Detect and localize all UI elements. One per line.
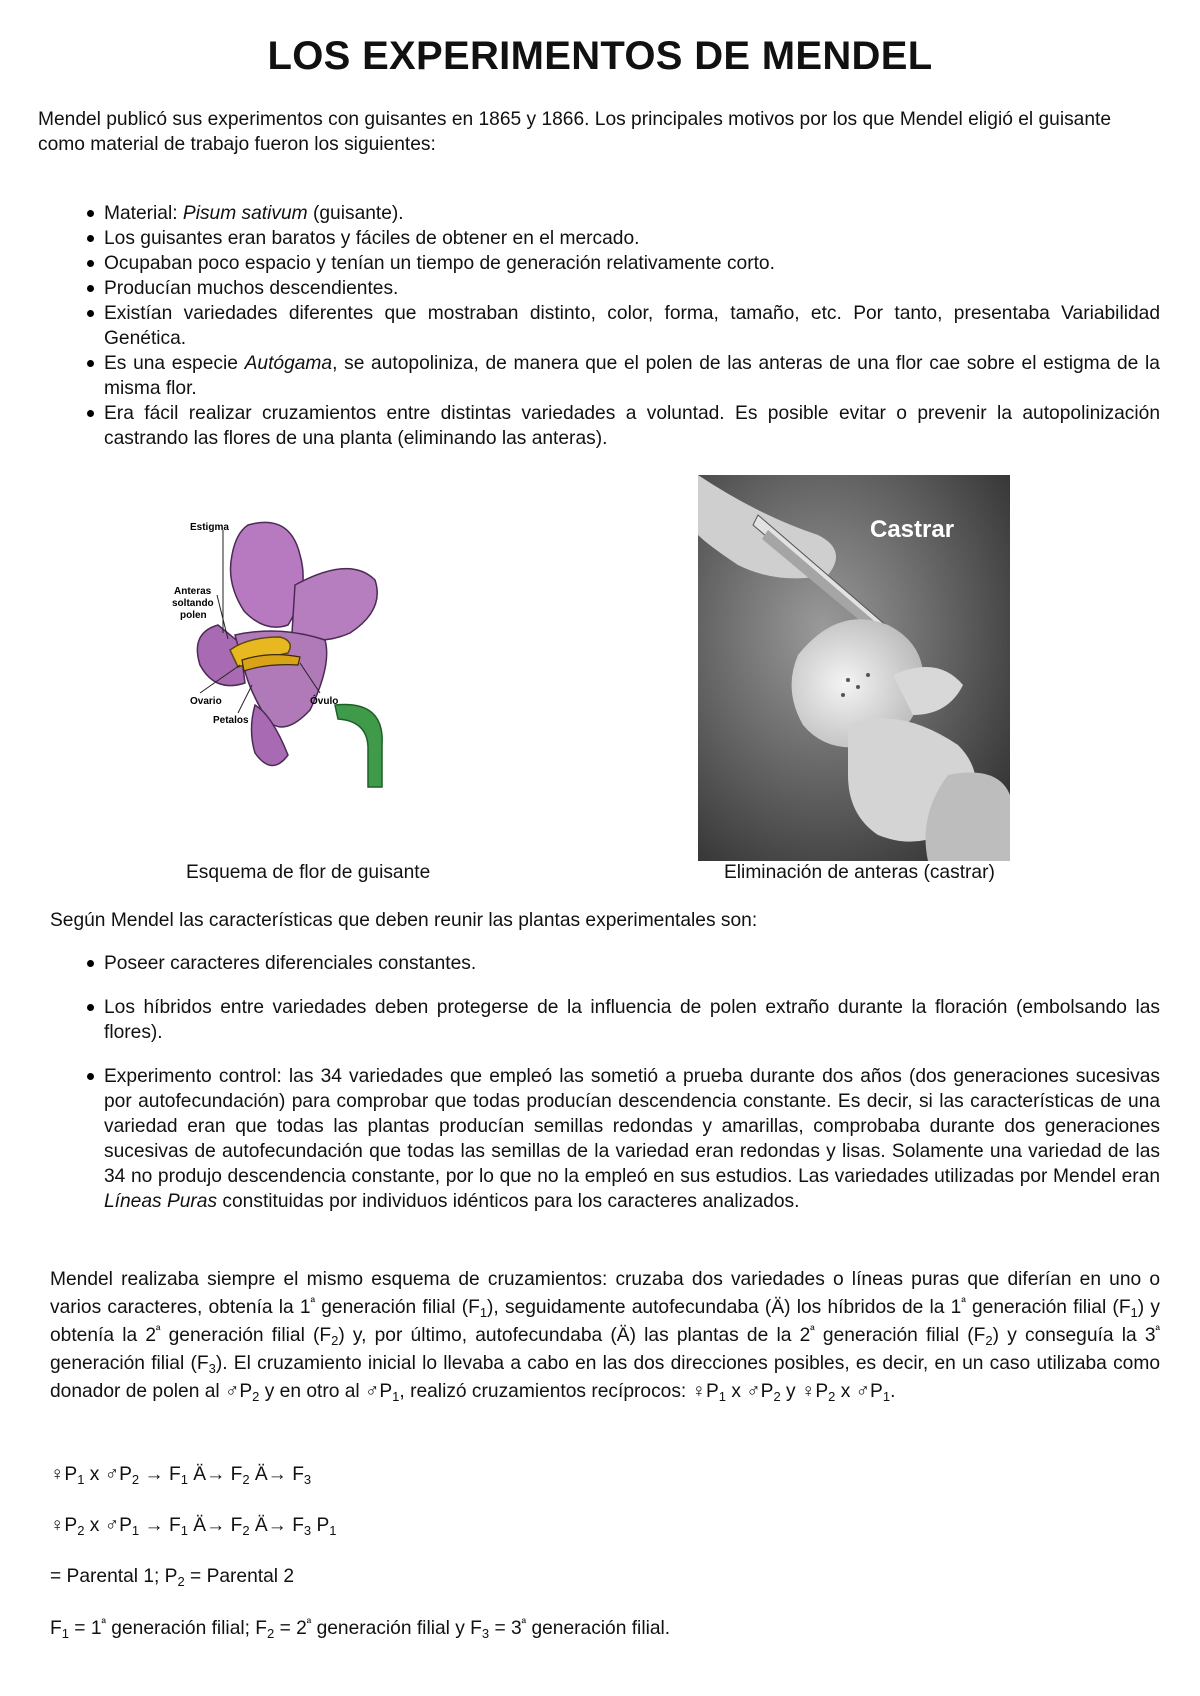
list-item: Los guisantes eran baratos y fáciles de obtener en el mercado. <box>78 226 1160 251</box>
list-item: Experimento control: las 34 variedades que empleó las sometió a prueba durante dos años (dos generaciones sucesivas por autofecundación) para comprobar que todas producían descendencia constante. Es decir, si las características de una variedad eran que todas las plantas producían semillas redondas y amarillas, comprobaba durante dos generaciones sucesivas de autofecundación que todas las semillas de la variedad eran redondas y lisas. Solamente una variedad de las 34 no produjo descendencia constante, por lo que no la empleó en sus estudios. Las variedades utilizadas por Mendel eran Líneas Puras constituidas por individuos idénticos para los caracteres analizados. <box>78 1064 1160 1214</box>
bullet-icon <box>87 360 94 367</box>
petal-standard <box>231 522 304 627</box>
photo-caption: Eliminación de anteras (castrar) <box>724 862 995 883</box>
list-item: Los híbridos entre variedades deben protegerse de la influencia de polen extraño durante la floración (embolsando las flores). <box>78 995 1160 1045</box>
term-autogama: Autógama <box>244 353 333 374</box>
intro-paragraph: Mendel publicó sus experimentos con guisantes en 1865 y 1866. Los principales motivos por los que Mendel eligió el guisante como material de trabajo fueron los siguientes: <box>38 109 1112 155</box>
label-polen: polen <box>180 610 207 621</box>
bullet-icon <box>87 285 94 292</box>
characteristics-intro: Según Mendel las características que deben reunir las plantas experimentales son: <box>50 910 758 931</box>
species-name: Pisum sativum <box>182 203 308 224</box>
bullet-icon <box>87 1004 94 1011</box>
flower-stem <box>335 705 382 788</box>
flower-spot <box>841 693 845 697</box>
bullet-icon <box>87 235 94 242</box>
flower-caption: Esquema de flor de guisante <box>186 862 431 883</box>
label-soltando: soltando <box>172 598 214 609</box>
list-item: Ocupaban poco espacio y tenían un tiempo de generación relativamente corto. <box>78 251 1160 276</box>
list-item: Poseer caracteres diferenciales constantes. <box>78 951 1160 976</box>
list-item: Material: Pisum sativum (guisante). <box>78 201 1160 226</box>
label-ovario: Ovario <box>190 696 222 707</box>
photo-label: Castrar <box>870 516 955 543</box>
bullet-icon <box>87 210 94 217</box>
bullet-icon <box>87 1073 94 1080</box>
characteristics-list <box>78 951 1160 1233</box>
castration-photo <box>698 475 1010 861</box>
label-estigma: Estigma <box>190 522 229 533</box>
label-anteras: Anteras <box>174 586 212 597</box>
list-item: Era fácil realizar cruzamientos entre distintas variedades a voluntad. Es posible evitar o prevenir la autopolinización castrando las flores de una planta (eliminando las anteras). <box>78 401 1160 451</box>
label-line <box>238 685 252 713</box>
page-title: LOS EXPERIMENTOS DE MENDEL <box>267 34 933 78</box>
label-ovulo: Óvulo <box>310 696 339 707</box>
scheme-paragraph: Mendel realizaba siempre el mismo esquema de cruzamientos: cruzaba dos variedades o líneas puras que diferían en uno o varios caracteres, obtenía la $1^ª$ generación filial $(F_1)$, seguidamente autofecundaba (Ä) los híbridos de la $1^ª$ generación filial $(F_1)$ y obtenía la $2^ª$ generación filial $(F_2)$ y, por último, autofecundaba (Ä) las plantas de la $2^ª$ generación filial $(F_2)$ y conseguía la $3^ª$ generación filial $(F_3)$. El cruzamiento inicial lo llevaba a cabo en las dos direcciones posibles, es decir, en un caso utilizaba como donador de polen al $♂P_2$ y en otro al $♂P_1$, realizó cruzamientos recíprocos: $♀P_1$ x $♂P_2$ y $♀P_2$ x $♂P_1$. <box>50 1269 1161 1404</box>
bullet-icon <box>87 960 94 967</box>
bullet-icon <box>87 310 94 317</box>
list-item: Existían variedades diferentes que mostraban distinto, color, forma, tamaño, etc. Por tanto, presentaba Variabilidad Genética. <box>78 301 1160 351</box>
petal-wing-right <box>292 569 377 640</box>
filial-legend: $F_1 = 1^ª$ generación filial; $F_2 = 2^ª$ generación filial y $F_3 = 3^ª$ generación filial. <box>50 1616 671 1641</box>
pea-flower-diagram <box>160 515 430 795</box>
reasons-list <box>78 201 1160 451</box>
list-item: Es una especie Autógama, se autopoliniza, de manera que el polen de las anteras de una flor cae sobre el estigma de la misma flor. <box>78 351 1160 401</box>
bullet-icon <box>87 260 94 267</box>
cross-formula-2: $♀P_2$ x $♂P_1 \to F_1$ Ä→ $F_2$ Ä→ $F_3$ $P_1$ <box>50 1515 337 1538</box>
parental-legend: = Parental 1; $P_2$ = Parental 2 <box>50 1566 295 1589</box>
cross-formula-1: $♀P_1$ x $♂P_2 \to F_1$ Ä→ $F_2$ Ä→ $F_3$ <box>50 1464 312 1487</box>
flower-spot <box>856 685 860 689</box>
list-item: Producían muchos descendientes. <box>78 276 1160 301</box>
flower-spot <box>866 673 870 677</box>
bullet-icon <box>87 410 94 417</box>
flower-spot <box>846 678 850 682</box>
term-lineas-puras: Líneas Puras <box>104 1191 218 1212</box>
label-petalos: Petalos <box>213 715 249 726</box>
